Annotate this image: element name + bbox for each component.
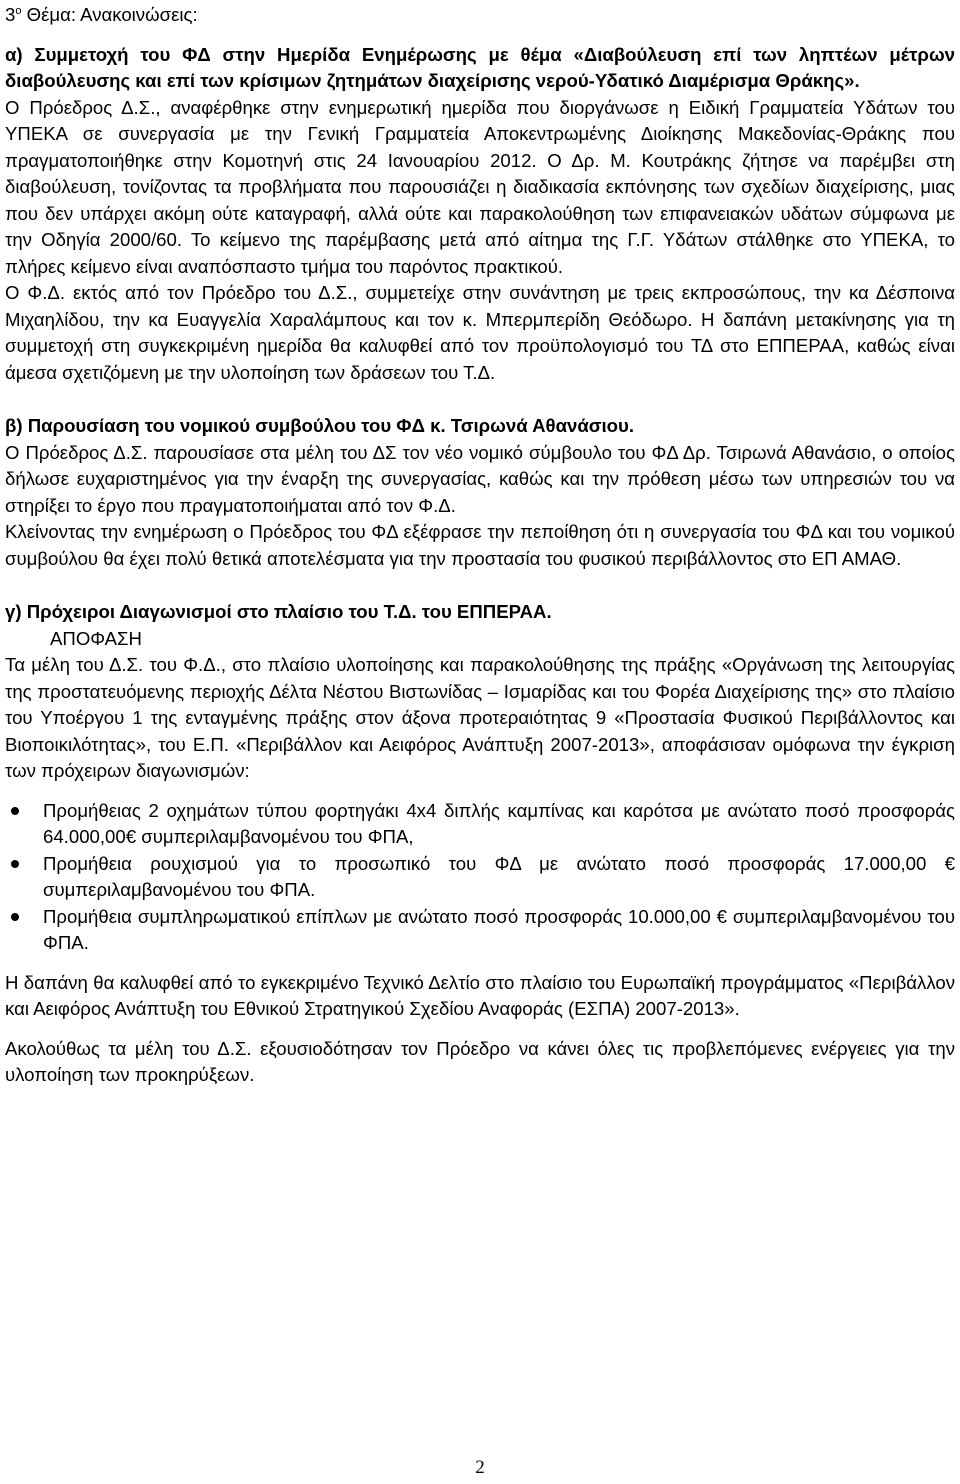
list-item-text: Προμήθειας 2 οχημάτων τύπου φορτηγάκι 4x4 διπλής καμπίνας και καρότσα με ανώτατο ποσό προσφοράς 64.000,00€ συμπεριλαμβανομένου του ΦΠΑ, [43,799,955,847]
heading-number: 3 [5,4,16,25]
section-a-paragraph-1: Ο Πρόεδρος Δ.Σ., αναφέρθηκε στην ενημερωτική ημερίδα που διοργάνωσε η Ειδική Γραμματεία Υδάτων του ΥΠΕΚΑ σε συνεργασία με την Γενική Γραμματεία Αποκεντρωμένης Διοίκησης Μακεδονίας-Θράκης που πραγματοποιήθηκε στην Κομοτηνή στις 24 Ιανουαρίου 2012. Ο Δρ. Μ. Κουτράκης ζήτησε να παρέμβει στη διαβούλευση, τονίζοντας τα προβλήματα που παρουσιάζει η διαδικασία εκπόνησης των σχεδίων διαχείρισης, μιας που δεν υπάρχει ακόμη ούτε καταγραφή, αλλά ούτε και παρακολούθηση των επιφανειακών υδάτων σύμφωνα με την Οδηγία 2000/60. Το κείμενο της παρέμβασης μετά από αίτημα της Γ.Γ. Υδάτων στάλθηκε στο ΥΠΕΚΑ, το πλήρες κείμενο είναι αναπόσπαστο τμήμα του παρόντος πρακτικού. [5,96,955,277]
section-a-title: α) Συμμετοχή του ΦΔ στην Ημερίδα Ενημέρωσης με θέμα «Διαβούλευση επί των ληπτέων μέτρων διαβούλευσης και επί των κρίσιμων ζητημάτων διαχείρισης νερού-Υδατικό Διαμέρισμα Θράκης». [5,43,955,91]
section-b-paragraph-1: Ο Πρόεδρος Δ.Σ. παρουσίασε στα μέλη του ΔΣ τον νέο νομικό σύμβουλο του ΦΔ Δρ. Τσιρωνά Αθανάσιο, ο οποίος δήλωσε ευχαριστημένος για την έναρξη της συνεργασίας, καθώς και την πρόθεση μέσω των υπηρεσιών του να στηρίξει το έργο που πραγματοποιήμαται από τον Φ.Δ. [5,441,955,516]
list-item [5,904,955,957]
page-number: 2 [475,1457,485,1478]
section-b-title: β) Παρουσίαση του νομικού συμβούλου του ΦΔ κ. Τσιρωνά Αθανάσιου. [5,415,635,436]
list-item-text: Προμήθεια ρουχισμού για το προσωπικό του ΦΔ με ανώτατο ποσό προσφοράς 17.000,00 € συμπεριλαμβανομένου του ΦΠΑ. [43,852,955,900]
section-a-paragraph-2: Ο Φ.Δ. εκτός από τον Πρόεδρο του Δ.Σ., συμμετείχε στην συνάντηση με τρεις εκπροσώπους, την κα Δέσποινα Μιχαηλίδου, την κα Ευαγγελία Χαραλάμπους και τον κ. Μπερμπερίδη Θεόδωρο. Η δαπάνη μετακίνησης για τη συμμετοχή στη συγκεκριμένη ημερίδα θα καλυφθεί από τον προϋπολογισμό του ΤΔ στο ΕΠΠΕΡΑΑ, καθώς είναι άμεσα σχετιζόμενη με την υλοποίηση των δράσεων του Τ.Δ. [5,282,955,383]
bullet-icon [11,913,19,921]
section-c-paragraph-3: Ακολούθως τα μέλη του Δ.Σ. εξουσιοδότησαν τον Πρόεδρο να κάνει όλες τις προβλεπόμενες ενέργειες για την υλοποίηση των προκηρύξεων. [5,1037,955,1085]
section-c-title: γ) Πρόχειροι Διαγωνισμοί στο πλαίσιο του Τ.Δ. του ΕΠΠΕΡΑΑ. [5,601,552,622]
list-item [5,798,955,851]
list-item-text: Προμήθεια συμπληρωματικού επίπλων με ανώτατο ποσό προσφοράς 10.000,00 € συμπεριλαμβανομένου του ΦΠΑ. [43,905,955,953]
tender-list [5,798,955,957]
heading-text: Θέμα: Ανακοινώσεις: [21,4,198,25]
decision-label: ΑΠΟΦΑΣΗ [50,627,142,649]
page-content [5,0,955,1089]
section-c-paragraph-1: Τα μέλη του Δ.Σ. του Φ.Δ., στο πλαίσιο υλοποίησης και παρακολούθησης της πράξης «Οργάνωση της λειτουργίας της προστατευόμενης περιοχής Δέλτα Νέστου Βιστωνίδας – Ισμαρίδας και του Φορέα Διαχείρισης της» στο πλαίσιο του Υποέργου 1 της ενταγμένης πράξης στον άξονα προτεραιότητας 9 «Προστασία Φυσικού Περιβάλλοντος και Βιοποικιλότητας», του Ε.Π. «Περιβάλλον και Αειφόρος Ανάπτυξη 2007-2013», αποφάσισαν ομόφωνα την έγκριση των πρόχειρων διαγωνισμών: [5,654,955,781]
bullet-icon [11,860,19,868]
section-c-paragraph-2: Η δαπάνη θα καλυφθεί από το εγκεκριμένο Τεχνικό Δελτίο στο πλαίσιο του Ευρωπαϊκή προγράμματος «Περιβάλλον και Αειφόρος Ανάπτυξη του Εθνικού Στρατηγικού Σχεδίου Αναφοράς (ΕΣΠΑ) 2007-2013». [5,971,955,1019]
section-heading [5,2,955,29]
list-item [5,851,955,904]
section-b-paragraph-2: Κλείνοντας την ενημέρωση ο Πρόεδρος του ΦΔ εξέφρασε την πεποίθηση ότι η συνεργασία του ΦΔ και του νομικού συμβούλου θα έχει πολύ θετικά αποτελέσματα για την προστασία του φυσικού περιβάλλοντος στο ΕΠ ΑΜΑΘ. [5,521,955,569]
heading-superscript: ο [15,5,22,17]
bullet-icon [11,807,19,815]
